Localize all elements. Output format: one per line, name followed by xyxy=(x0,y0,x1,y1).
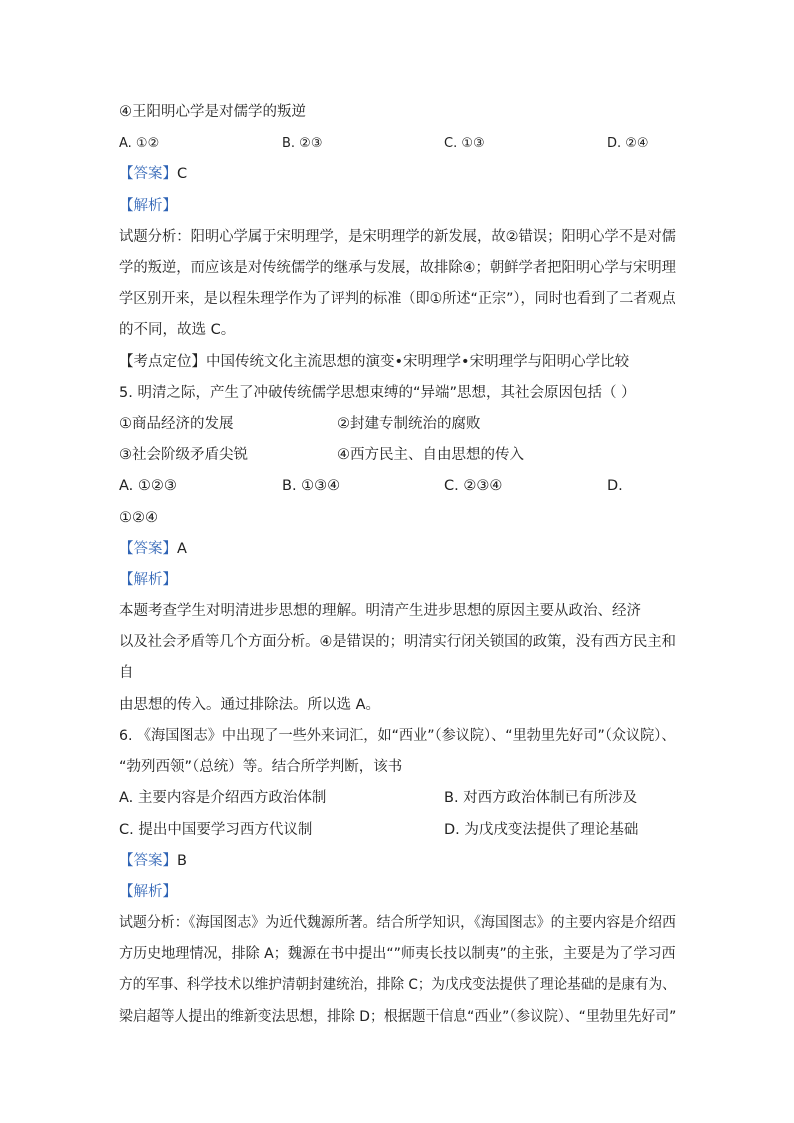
q4-answer xyxy=(119,164,187,184)
q6-stem-line-2: “勃列西领”（总统）等。结合所学判断，该书 xyxy=(119,759,403,775)
q6-answer xyxy=(119,851,187,871)
q5-option-d-continued: ①②④ xyxy=(119,510,158,526)
q6-option-a: A. 主要内容是介绍西方政治体制 xyxy=(119,790,327,806)
q6-analysis-line: 方历史地理情况，排除 A；魏源在书中提出“”师夷长技以制夷”的主张，主要是为了学习西 xyxy=(119,946,676,962)
q5-statement-2: ②封建专制统治的腐败 xyxy=(337,416,481,432)
q5-analysis-tag: 【解析】 xyxy=(119,572,177,588)
q4-option-c: C. ①③ xyxy=(444,136,485,151)
q5-option-c: C. ②③④ xyxy=(444,478,503,494)
q4-option-b: B. ②③ xyxy=(282,136,323,151)
answer-value: A xyxy=(177,541,187,557)
q4-analysis-tag: 【解析】 xyxy=(119,198,177,214)
q5-statement-3: ③社会阶级矛盾尖锐 xyxy=(119,447,248,463)
answer-tag: 【答案】 xyxy=(119,166,177,182)
answer-tag: 【答案】 xyxy=(119,541,177,557)
q4-analysis-line: 学区别开来，是以程朱理学作为了评判的标准（即①所述“正宗”），同时也看到了二者观点 xyxy=(119,291,676,307)
answer-tag: 【答案】 xyxy=(119,853,177,869)
q5-statement-4: ④西方民主、自由思想的传入 xyxy=(337,447,524,463)
q4-analysis-line: 学的叛逆，而应该是对传统儒学的继承与发展，故排除④；朝鲜学者把阳明心学与宋明理 xyxy=(119,260,677,276)
q5-analysis-line: 自 xyxy=(119,665,134,681)
q5-analysis-line: 以及社会矛盾等几个方面分析。④是错误的；明清实行闭关锁国的政策，没有西方民主和 xyxy=(119,634,677,650)
q6-option-b: B. 对西方政治体制已有所涉及 xyxy=(444,790,638,806)
q4-analysis-line: 试题分析：阳明心学属于宋明理学，是宋明理学的新发展，故②错误；阳明心学不是对儒 xyxy=(119,229,677,245)
q6-analysis-line: 试题分析：《海国图志》为近代魏源所著。结合所学知识，《海国图志》的主要内容是介绍西 xyxy=(119,915,676,931)
q4-option-a: A. ①② xyxy=(119,136,160,151)
q5-stem: 5. 明清之际，产生了冲破传统儒学思想束缚的“异端”思想，其社会原因包括（ ） xyxy=(119,385,636,401)
answer-value: C xyxy=(177,166,188,182)
q4-statement-4: ④王阳明心学是对儒学的叛逆 xyxy=(119,104,306,120)
q6-analysis-line: 方的军事、科学技术以维护清朝封建统治，排除 C；为戊戌变法提供了理论基础的是康有为、 xyxy=(119,977,676,993)
q6-stem-line-1: 6. 《海国图志》中出现了一些外来词汇，如“西业”（参议院）、“里勃里先好司”（众议院）、 xyxy=(119,728,676,744)
q5-analysis-line: 本题考查学生对明清进步思想的理解。明清产生进步思想的原因主要从政治、经济 xyxy=(119,603,641,619)
q4-analysis-line: 的不同，故选 C。 xyxy=(119,322,236,338)
q6-option-d: D. 为戊戌变法提供了理论基础 xyxy=(444,822,639,838)
q5-statement-1: ①商品经济的发展 xyxy=(119,416,234,432)
q5-option-d: D. xyxy=(607,478,623,494)
q4-kaodian: 【考点定位】中国传统文化主流思想的演变•宋明理学•宋明理学与阳明心学比较 xyxy=(119,354,630,370)
q4-option-d: D. ②④ xyxy=(607,136,649,151)
q6-analysis-line: 梁启超等人提出的维新变法思想，排除 D；根据题干信息“西业”（参议院）、“里勃里先好司” xyxy=(119,1009,677,1025)
q6-option-c: C. 提出中国要学习西方代议制 xyxy=(119,822,313,838)
q5-answer xyxy=(119,539,187,559)
q5-analysis-line: 由思想的传入。通过排除法。所以选 A。 xyxy=(119,697,381,713)
q5-option-b: B. ①③④ xyxy=(282,478,341,494)
q6-analysis-tag: 【解析】 xyxy=(119,884,177,900)
answer-value: B xyxy=(177,853,187,869)
q5-option-a: A. ①②③ xyxy=(119,478,177,494)
